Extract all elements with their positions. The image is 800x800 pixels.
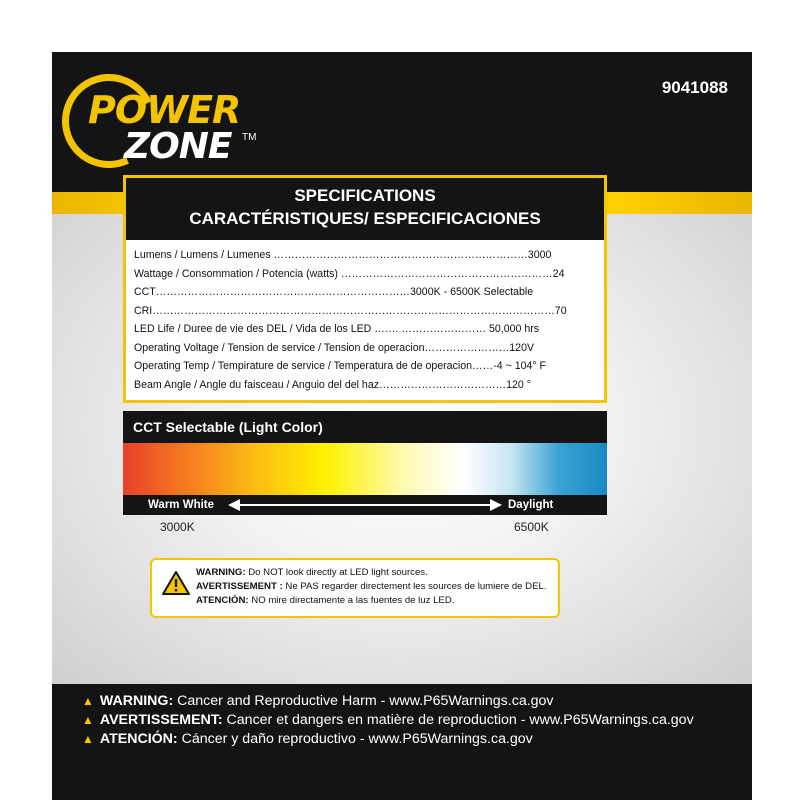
logo-trademark: TM — [242, 132, 257, 143]
warning-triangle-icon: ▲ — [82, 732, 94, 746]
led-warning-es: ATENCIÓN: NO mire directamente a las fuentes de luz LED. — [196, 595, 455, 606]
powerzone-logo — [62, 70, 292, 170]
prop65-line-es: ▲ ATENCIÓN: Cáncer y daño reproductivo - www.P65Warnings.ca.gov — [82, 731, 533, 747]
sku-number: 9041088 — [661, 78, 728, 97]
spec-row-lumens: Lumens / Lumens / Lumenes ………………………………………………………………3000 — [134, 249, 552, 261]
header — [52, 52, 752, 192]
spec-row-temp: Operating Temp / Tempirature de service / Temperatura de de operacion……-4 ~ 104° F — [134, 360, 547, 372]
led-warning-box — [150, 558, 560, 618]
prop65-line-fr: ▲ AVERTISSEMENT: Cancer et dangers en matière de reproduction - www.P65Warnings.ca.gov — [82, 712, 694, 728]
spec-rows — [134, 246, 596, 394]
specifications-subtitle: CARACTÉRISTIQUES/ ESPECIFICACIONES — [189, 209, 541, 228]
warm-white-label: Warm White — [148, 499, 215, 511]
daylight-label: Daylight — [508, 499, 554, 511]
spec-row-cct: CCT………………………………………………………………3000K - 6500K Selectable — [134, 286, 534, 298]
warning-triangle-icon: ▲ — [82, 694, 94, 708]
prop65-line-en: ▲ WARNING: Cancer and Reproductive Harm - www.P65Warnings.ca.gov — [82, 693, 554, 709]
cct-title: CCT Selectable (Light Color) — [123, 411, 607, 443]
warning-triangle-icon: ▲ — [82, 713, 94, 727]
double-arrow-icon — [228, 498, 502, 512]
spec-row-led-life: LED Life / Duree de vie des DEL / Vida de los LED ……. …………………… 50,000 hrs — [134, 323, 540, 335]
spec-row-beam-angle: Beam Angle / Angle du faisceau / Anguio del del haz………………………………120 ° — [134, 378, 531, 391]
cct-color-gradient — [123, 443, 607, 495]
daylight-kelvin: 6500K — [514, 520, 549, 534]
logo-word-zone: ZONE — [124, 126, 232, 167]
specifications-box — [123, 175, 607, 403]
specifications-title: SPECIFICATIONS — [294, 186, 436, 205]
specifications-header — [126, 178, 604, 240]
warning-triangle-icon — [162, 570, 190, 596]
warm-kelvin: 3000K — [160, 520, 195, 534]
spec-row-wattage: Wattage / Consommation / Potencia (watts) ……………………………………………………24 — [134, 267, 565, 280]
spec-row-voltage: Operating Voltage / Tension de service / Tension de operacion……………………120V — [134, 341, 535, 354]
led-warning-en: WARNING: Do NOT look directly at LED light sources. — [196, 567, 428, 578]
prop65-footer — [52, 684, 752, 800]
led-warning-fr: AVERTISSEMENT : Ne PAS regarder directement les sources de lumiere de DEL. — [196, 581, 547, 592]
spec-row-cri: CRI……………………………………………………………………………………………………70 — [134, 304, 567, 317]
logo-word-power: POWER — [88, 88, 241, 132]
